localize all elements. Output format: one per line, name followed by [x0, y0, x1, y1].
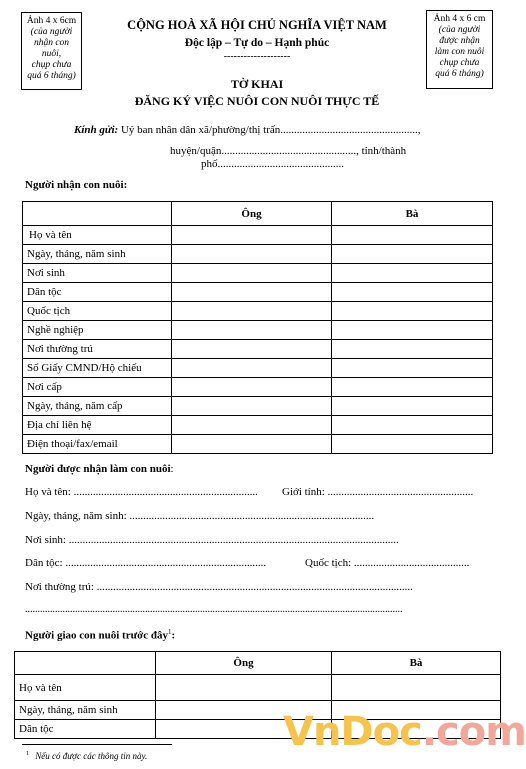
mother-value-cell[interactable] [332, 245, 493, 264]
table-row [23, 226, 493, 245]
mother-value-cell[interactable] [332, 283, 493, 302]
father-value-cell[interactable] [172, 340, 332, 359]
header-empty-cell [23, 202, 172, 226]
col-father-header: Ông [172, 202, 332, 226]
col-mother-header: Bà [332, 202, 493, 226]
father-value-cell[interactable] [172, 302, 332, 321]
row-label: Quốc tịch [23, 302, 172, 321]
row-label: Nơi sinh [23, 264, 172, 283]
father-value-cell[interactable] [156, 675, 332, 701]
footnote [26, 751, 147, 761]
father-value-cell[interactable] [172, 435, 332, 454]
mother-value-cell[interactable] [332, 264, 493, 283]
mother-value-cell[interactable] [332, 302, 493, 321]
table-row [23, 340, 493, 359]
footnote-mark: 1 [26, 751, 29, 757]
col-mother-header: Bà [332, 652, 501, 675]
section-giver-title [25, 628, 175, 642]
section-giver-colon: : [171, 629, 176, 642]
father-value-cell[interactable] [172, 378, 332, 397]
photo-note-line: quá 6 tháng) [435, 69, 484, 79]
row-label: Ngày, tháng, năm sinh [15, 701, 156, 720]
mother-value-cell[interactable] [332, 340, 493, 359]
photo-note-line: nhận con [33, 38, 70, 48]
father-value-cell[interactable] [172, 264, 332, 283]
mother-value-cell[interactable] [332, 378, 493, 397]
child-residence-extra-line[interactable]: ....................................................................................................................................................... [25, 604, 403, 615]
watermark-domain: .com [421, 709, 526, 755]
photo-note-line: (của người [30, 27, 73, 37]
section-child-title [25, 463, 174, 475]
table-header-row [15, 652, 501, 675]
footnote-ref: 1 [168, 628, 172, 636]
row-label: Ngày, tháng, năm sinh [23, 245, 172, 264]
col-father-header: Ông [156, 652, 332, 675]
father-value-cell[interactable] [172, 283, 332, 302]
photo-note-line: làm con nuôi [434, 47, 485, 57]
addressee-commune[interactable]: Uỷ ban nhân dân xã/phường/thị trấn.................................................., [120, 124, 421, 136]
footnote-divider [22, 744, 172, 745]
father-value-cell[interactable] [172, 245, 332, 264]
mother-value-cell[interactable] [332, 675, 501, 701]
child-gender-field[interactable]: Giới tính: ..................................................... [282, 486, 474, 498]
table-row [23, 302, 493, 321]
table-row [23, 283, 493, 302]
row-label [23, 226, 172, 245]
form-title: TỜ KHAI [230, 77, 284, 91]
father-value-cell[interactable] [172, 416, 332, 435]
father-value-cell[interactable] [172, 397, 332, 416]
country-name: CỘNG HOÀ XÃ HỘI CHỦ NGHĨA VIỆT NAM [127, 18, 387, 32]
child-ethnicity-field[interactable]: Dân tộc: ......................................................................... [25, 557, 267, 569]
mother-value-cell[interactable] [332, 359, 493, 378]
watermark-logo [283, 710, 526, 754]
row-label: Họ và tên [15, 675, 156, 701]
father-value-cell[interactable] [172, 321, 332, 340]
table-row [23, 435, 493, 454]
table-row [23, 359, 493, 378]
photo-size-label: Ảnh 4 x 6 cm [433, 14, 486, 24]
table-row [23, 378, 493, 397]
addressee-city[interactable]: phố.............................................. [201, 158, 344, 170]
addressee-district[interactable]: huyện/quận................................................., tỉnh/thành [170, 145, 407, 157]
section-giver-title-text: Người giao con nuôi trước đây [25, 629, 169, 642]
child-pob-field[interactable]: Nơi sinh: ........................................................................................................................ [25, 534, 399, 546]
table-row [23, 397, 493, 416]
mother-value-cell[interactable] [332, 435, 493, 454]
row-label: Số Giấy CMND/Hộ chiếu [23, 359, 172, 378]
header-divider: -------------------- [223, 51, 291, 62]
table-row [23, 264, 493, 283]
photo-note-line: (của người [438, 25, 481, 35]
row-label: Dân tộc [23, 283, 172, 302]
addressee-line-1 [74, 124, 421, 136]
table-row [15, 675, 501, 701]
photo-size-label: Ảnh 4 x 6cm [26, 16, 77, 26]
row-label: Ngày, tháng, năm cấp [23, 397, 172, 416]
footnote-text: Nếu có được các thông tin này. [35, 751, 148, 761]
row-label: Nơi cấp [23, 378, 172, 397]
adopter-table [22, 201, 493, 454]
table-row [23, 245, 493, 264]
mother-value-cell[interactable] [332, 226, 493, 245]
national-motto: Độc lập – Tự do – Hạnh phúc [184, 37, 330, 49]
row-label: Nơi thường trú [23, 340, 172, 359]
section-child-colon: : [170, 463, 174, 475]
photo-note-line: chụp chưa [439, 58, 480, 68]
row-label: Dân tộc [15, 720, 156, 739]
photo-note-line: chụp chưa [31, 60, 72, 70]
child-dob-field[interactable]: Ngày, tháng, năm sinh: ......................................................................................... [25, 510, 375, 522]
section-adopter-title: Người nhận con nuôi: [25, 179, 128, 191]
addressee-label: Kính gửi: [74, 124, 119, 136]
mother-value-cell[interactable] [332, 416, 493, 435]
row-label: Địa chỉ liên hệ [23, 416, 172, 435]
child-nationality-field[interactable]: Quốc tịch: .......................................... [305, 557, 470, 569]
mother-value-cell[interactable] [332, 321, 493, 340]
table-row [23, 321, 493, 340]
form-subtitle: ĐĂNG KÝ VIỆC NUÔI CON NUÔI THỰC TẾ [134, 94, 380, 108]
table-row [23, 416, 493, 435]
father-value-cell[interactable] [172, 226, 332, 245]
watermark-brand: VnDoc [283, 709, 422, 755]
row-label-text: Họ và tên [29, 229, 72, 241]
table-header-row [23, 202, 493, 226]
photo-note-line: quá 6 tháng) [27, 71, 76, 81]
child-name-field[interactable]: Họ và tên: ................................................................... [25, 486, 258, 498]
father-value-cell[interactable] [172, 359, 332, 378]
photo-note-line: nuôi, [41, 49, 62, 59]
section-child-title-text: Người được nhận làm con nuôi [25, 463, 171, 475]
row-label: Điện thoại/fax/email [23, 435, 172, 454]
mother-value-cell[interactable] [332, 397, 493, 416]
header-empty-cell [15, 652, 156, 675]
photo-note-line: được nhận [439, 36, 480, 46]
row-label: Nghề nghiệp [23, 321, 172, 340]
child-residence-field[interactable]: Nơi thường trú: ................................................................................................................... [25, 581, 413, 593]
